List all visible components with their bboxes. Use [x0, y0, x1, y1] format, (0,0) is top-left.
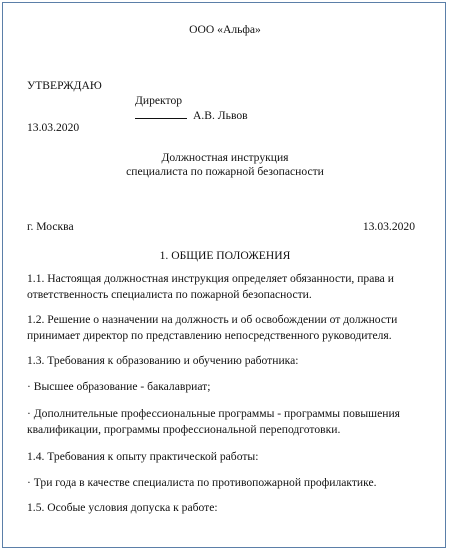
document-title-line2: специалиста по пожарной безопасности: [126, 165, 324, 178]
company-name: ООО «Альфа»: [189, 23, 261, 36]
list-item-additional-programs: · Дополнительные профессиональные программы - программы повышения квалификации, программы профессиональной переподготовки.: [27, 407, 400, 436]
paragraph-1-5: 1.5. Особые условия допуска к работе:: [27, 501, 218, 514]
signatory-name: А.В. Львов: [193, 109, 248, 122]
paragraph-1-3: 1.3. Требования к образованию и обучению работника:: [27, 354, 299, 367]
document-city: г. Москва: [27, 220, 74, 233]
approval-stamp: УТВЕРЖДАЮ: [27, 79, 102, 92]
document-page: [2, 2, 446, 548]
document-title-line1: Должностная инструкция: [161, 151, 289, 164]
paragraph-1-1: 1.1. Настоящая должностная инструкция определяет обязанности, права и ответственность специалиста по пожарной безопасности.: [27, 272, 394, 301]
list-item-experience: · Три года в качестве специалиста по противопожарной профилактике.: [27, 476, 377, 489]
approver-position: Директор: [135, 94, 183, 107]
signature-line: [135, 107, 187, 119]
section-heading: 1. ОБЩИЕ ПОЛОЖЕНИЯ: [159, 249, 291, 262]
approval-date: 13.03.2020: [27, 121, 80, 134]
paragraph-1-4: 1.4. Требования к опыту практической работы:: [27, 450, 259, 463]
paragraph-1-2: 1.2. Решение о назначении на должность и об освобождении от должности принимает директор по представлению непосредственного руководителя.: [27, 313, 398, 342]
signature-block: [135, 107, 248, 123]
list-item-higher-education: · Высшее образование - бакалавриат;: [27, 380, 211, 393]
document-date: 13.03.2020: [362, 220, 415, 233]
